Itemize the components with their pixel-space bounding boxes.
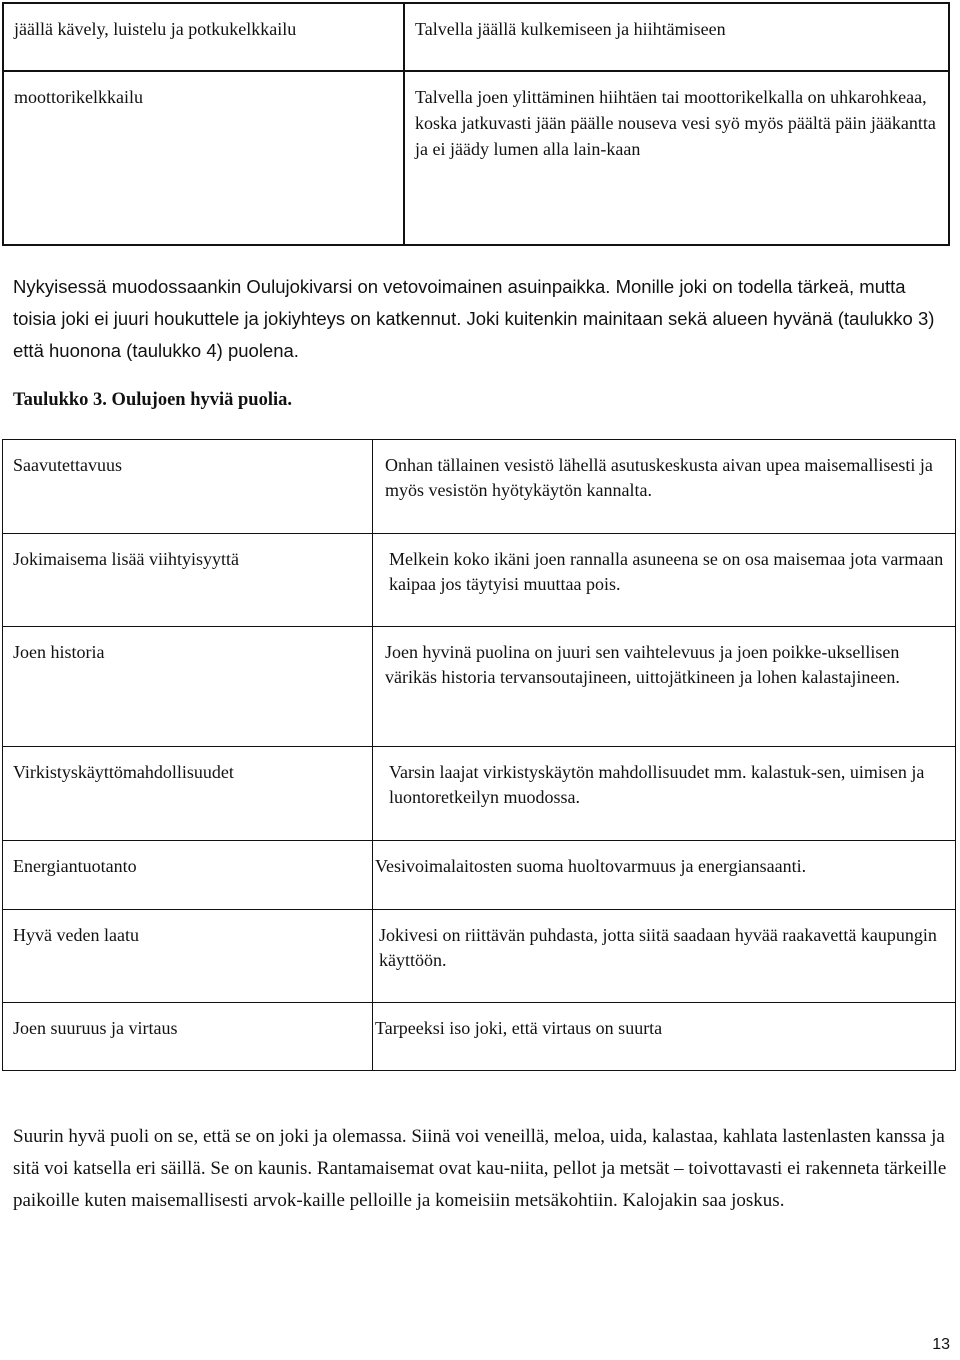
- quote-cell: Jokivesi on riittävän puhdasta, jotta siitä saadaan hyvää raakavettä kaupungin käyttöön.: [373, 910, 956, 1003]
- table-row: [3, 627, 956, 747]
- summary-paragraph: Suurin hyvä puoli on se, että se on joki ja olemassa. Siinä voi veneillä, meloa, uida, kalastaa, kahlata lastenlasten kanssa ja sitä voi katsella eri säillä. Se on kaunis. Rantamaisemat ovat kau-niita, pellot ja metsät – toivottavasti ei rakenneta tärkeille paikoille kuten maisemallisesti arvok-kaille pelloille ja komeisiin metsäkohtiin. Kalojakin saa joskus.: [13, 1126, 947, 1211]
- table-row: [3, 71, 949, 245]
- quote-cell: Vesivoimalaitosten suoma huoltovarmuus ja energiansaanti.: [373, 841, 956, 910]
- aspect-cell: Joen suuruus ja virtaus: [3, 1003, 373, 1071]
- table-caption: Taulukko 3. Oulujoen hyviä puolia.: [13, 390, 292, 410]
- table-row: [3, 440, 956, 534]
- page-number: 13: [932, 1336, 950, 1353]
- description-cell: Talvella joen ylittäminen hiihtäen tai moottorikelkalla on uhkarohkeaa, koska jatkuvasti jään päälle nouseva vesi syö myös päältä päin jääkantta ja ei jäädy lumen alla lain-kaan: [404, 71, 949, 245]
- aspect-cell: Virkistyskäyttömahdollisuudet: [3, 747, 373, 841]
- quote-cell: Varsin laajat virkistyskäytön mahdollisuudet mm. kalastuk-sen, uimisen ja luontoretkeilyn muodossa.: [373, 747, 956, 841]
- quote-cell: Joen hyvinä puolina on juuri sen vaihtelevuus ja joen poikke-uksellisen värikäs historia tervansoutajineen, uittojätkineen ja lohen kalastajineen.: [373, 627, 956, 747]
- aspect-cell: Hyvä veden laatu: [3, 910, 373, 1003]
- quote-cell: Melkein koko ikäni joen rannalla asuneena se on osa maisemaa jota varmaan kaipaa jos täytyisi muuttaa pois.: [373, 534, 956, 627]
- table-row: [3, 1003, 956, 1071]
- good-sides-table: [2, 439, 956, 1071]
- aspect-cell: Saavutettavuus: [3, 440, 373, 534]
- aspect-cell: Jokimaisema lisää viihtyisyyttä: [3, 534, 373, 627]
- table-row: [3, 841, 956, 910]
- aspect-cell: Joen historia: [3, 627, 373, 747]
- description-cell: Talvella jäällä kulkemiseen ja hiihtämiseen: [404, 3, 949, 71]
- activities-table: [2, 2, 950, 246]
- aspect-cell: Energiantuotanto: [3, 841, 373, 910]
- activity-cell: jäällä kävely, luistelu ja potkukelkkailu: [3, 3, 404, 71]
- intro-paragraph: Nykyisessä muodossaankin Oulujokivarsi on vetovoimainen asuinpaikka. Monille joki on todella tärkeä, mutta toisia joki ei juuri houkuttele ja jokiyhteys on katkennut. Joki kuitenkin mainitaan sekä alueen hyvänä (taulukko 3) että huonona (taulukko 4) puolena.: [13, 276, 935, 361]
- table-row: [3, 747, 956, 841]
- table-row: [3, 3, 949, 71]
- table-row: [3, 910, 956, 1003]
- activity-cell: moottorikelkkailu: [3, 71, 404, 245]
- quote-cell: Onhan tällainen vesistö lähellä asutuskeskusta aivan upea maisemallisesti ja myös vesistön hyötykäytön kannalta.: [373, 440, 956, 534]
- table-row: [3, 534, 956, 627]
- quote-cell: Tarpeeksi iso joki, että virtaus on suurta: [373, 1003, 956, 1071]
